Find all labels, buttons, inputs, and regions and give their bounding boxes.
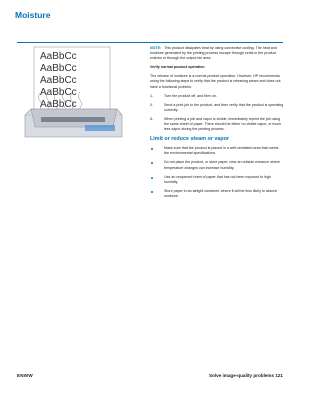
step-number: 1. bbox=[150, 93, 153, 98]
list-item bbox=[150, 175, 284, 185]
note-label: NOTE: bbox=[150, 46, 162, 50]
step-text: Send a print job to the product, and then verify that the product is operating correctly. bbox=[164, 102, 284, 112]
sample-text-5: AaBbCc bbox=[40, 99, 77, 110]
footer-left: ENWW bbox=[17, 373, 33, 378]
step-number: 2. bbox=[150, 102, 153, 107]
bullet-icon bbox=[150, 146, 164, 156]
list-item bbox=[150, 103, 284, 113]
footer-page-info: Solve image-quality problems 121 bbox=[208, 373, 283, 378]
list-item bbox=[150, 160, 284, 170]
section-divider bbox=[17, 42, 283, 43]
bullet-icon bbox=[150, 175, 164, 185]
bullet-text: Do not place the product, or store paper, near an outside entrance where temperature changes can increase humidity. bbox=[164, 160, 280, 170]
sample-text-3: AaBbCc bbox=[40, 75, 77, 86]
moisture-example-illustration bbox=[23, 45, 123, 142]
step-text: Turn the product off, and then on. bbox=[164, 93, 218, 98]
list-item bbox=[150, 189, 284, 199]
note-text: This product dissipates heat by using convective cooling. The heat and moisture generated by the printing process escape through vents in the product exterior or through the output bin area. bbox=[150, 46, 277, 61]
section-title: Moisture bbox=[15, 10, 51, 20]
list-item bbox=[150, 94, 284, 99]
step-text: When printing a job and vapor is visible, immediately reprint the job using the same sheet of paper. There should be either no visible vapor, or much less vapor during the printing process. bbox=[164, 116, 282, 132]
verify-intro: The release of moisture is a normal product operation. However, HP recommends using the following steps to verify that the product is releasing steam and does not have a functional problem. bbox=[150, 74, 281, 89]
bullet-text: Store paper in an airtight container, where it will be less likely to absorb moisture. bbox=[164, 188, 277, 198]
bullet-text: Make sure that the product is placed in a well-ventilated area that meets the environmental specifications. bbox=[164, 146, 279, 156]
verify-steps-list bbox=[150, 94, 284, 133]
sample-text-2: AaBbCc bbox=[40, 63, 77, 74]
limit-bullets-list bbox=[150, 146, 284, 199]
list-item bbox=[150, 146, 284, 156]
limit-heading: Limit or reduce steam or vapor bbox=[150, 136, 230, 143]
bullet-icon bbox=[150, 160, 164, 170]
list-item bbox=[150, 117, 284, 132]
verify-heading: Verify normal product operation bbox=[150, 65, 205, 70]
bullet-icon bbox=[150, 189, 164, 199]
bullet-text: Use an unopened ream of paper that has not been exposed to high humidity. bbox=[164, 174, 271, 184]
sample-text-4: AaBbCc bbox=[40, 87, 77, 98]
note-paragraph bbox=[150, 46, 284, 61]
content-column bbox=[150, 46, 284, 203]
step-number: 3. bbox=[150, 116, 153, 121]
sample-text-1: AaBbCc bbox=[40, 51, 77, 62]
